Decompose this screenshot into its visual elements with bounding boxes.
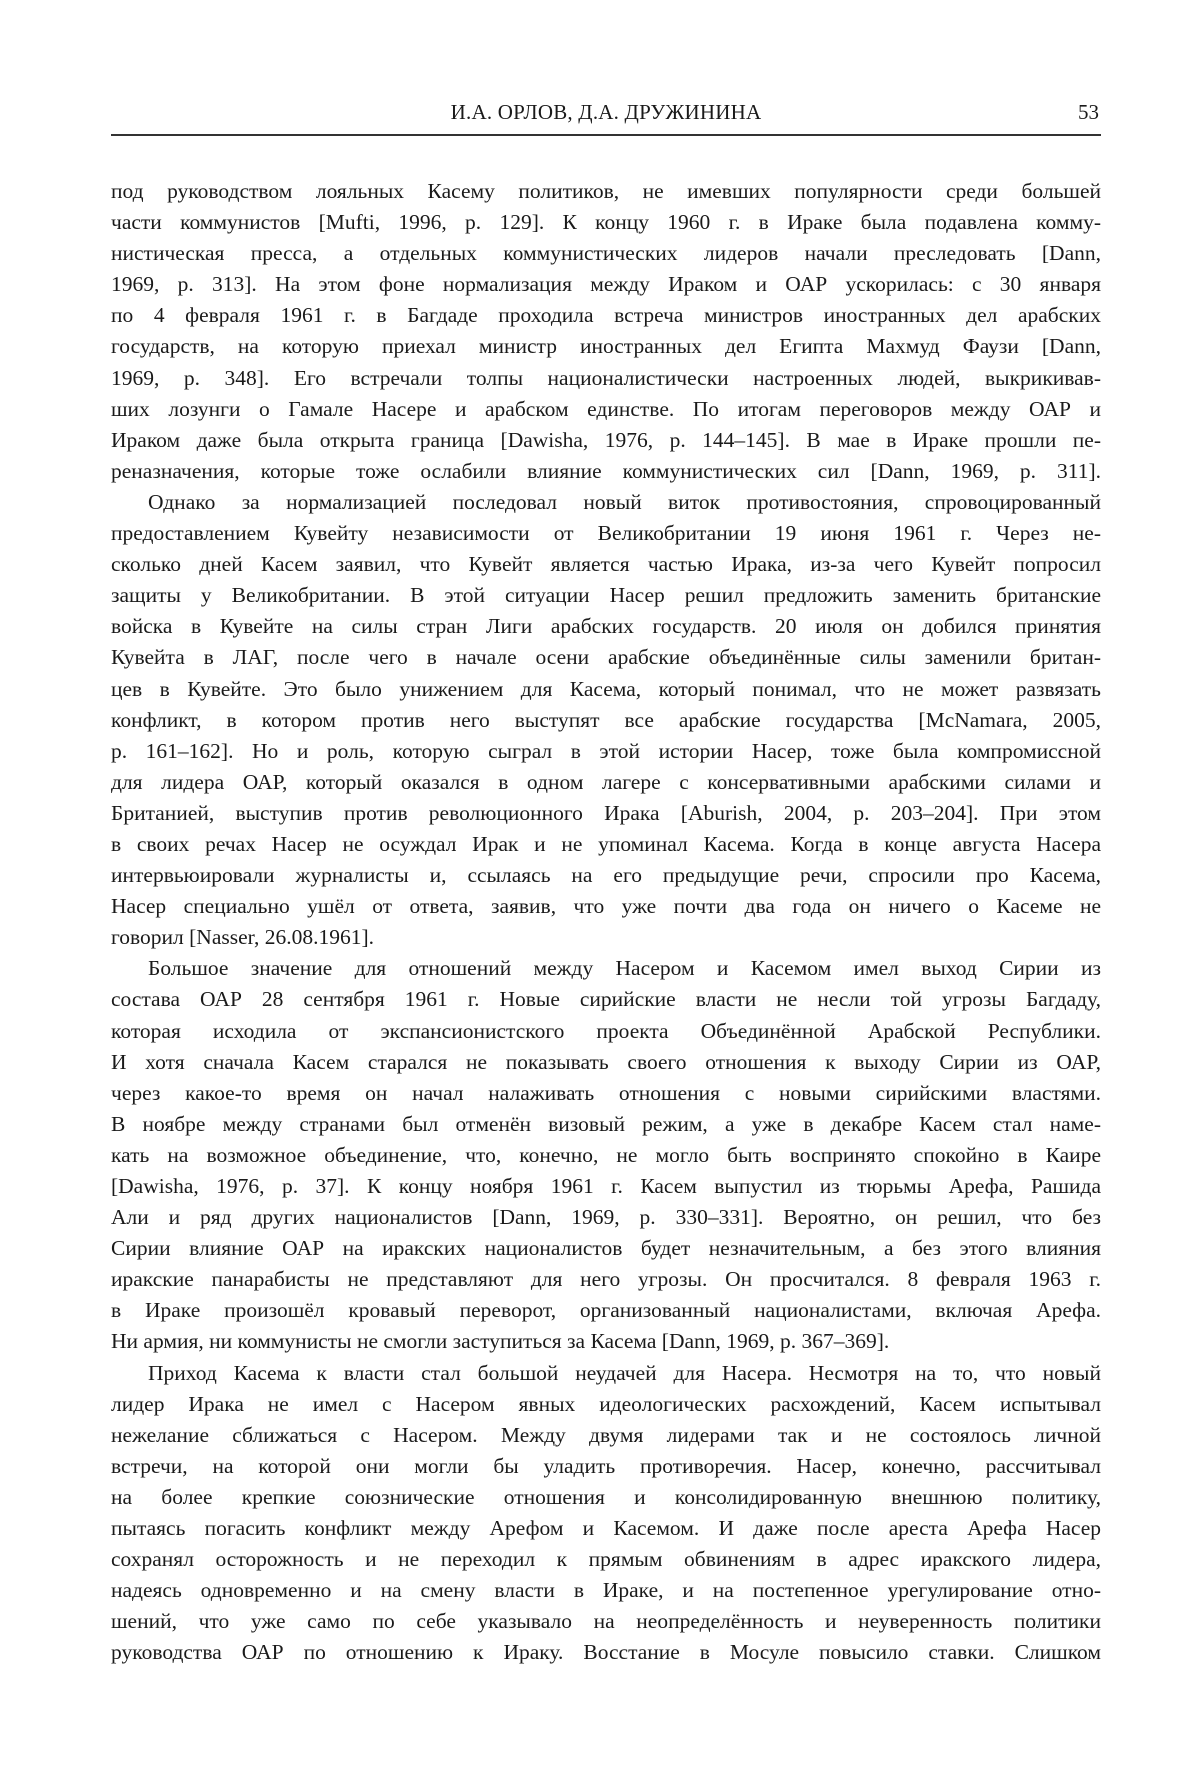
text-line: шений, что уже само по себе указывало на неопределённость и неуверенность политики [111,1606,1101,1637]
body-text [111,176,1101,1669]
text-line: в Ираке произошёл кровавый переворот, организованный националистами, включая Арефа. [111,1295,1101,1326]
text-line: части коммунистов [Mufti, 1996, p. 129]. К концу 1960 г. в Ираке была подавлена комму- [111,207,1101,238]
text-line: Сирии влияние ОАР на иракских националистов будет незначительным, а без этого влияния [111,1233,1101,1264]
text-line: Приход Касема к власти стал большой неудачей для Насера. Несмотря на то, что новый [111,1358,1101,1389]
page-number: 53 [1078,100,1099,125]
paragraph [111,487,1101,953]
text-line: в своих речах Насер не осуждал Ирак и не упоминал Касема. Когда в конце августа Насера [111,829,1101,860]
paragraph [111,176,1101,487]
text-line: Британией, выступив против революционного Ирака [Aburish, 2004, p. 203–204]. При этом [111,798,1101,829]
text-line: нежелание сближаться с Насером. Между двумя лидерами так и не состоялось личной [111,1420,1101,1451]
text-line: сколько дней Касем заявил, что Кувейт является частью Ирака, из-за чего Кувейт попросил [111,549,1101,580]
text-line: иракские панарабисты не представляют для него угрозы. Он просчитался. 8 февраля 1963 г. [111,1264,1101,1295]
text-line: Ираком даже была открыта граница [Dawisha, 1976, p. 144–145]. В мае в Ираке прошли пе- [111,425,1101,456]
text-line: И хотя сначала Касем старался не показывать своего отношения к выходу Сирии из ОАР, [111,1047,1101,1078]
running-header [111,98,1101,136]
text-line: нистическая пресса, а отдельных коммунистических лидеров начали преследовать [Dann, [111,238,1101,269]
text-line: Ни армия, ни коммунисты не смогли заступиться за Касема [Dann, 1969, p. 367–369]. [111,1326,1101,1357]
text-line: Большое значение для отношений между Насером и Касемом имел выход Сирии из [111,953,1101,984]
text-line: лидер Ирака не имел с Насером явных идеологических расхождений, Касем испытывал [111,1389,1101,1420]
text-line: [Dawisha, 1976, p. 37]. К концу ноября 1961 г. Касем выпустил из тюрьмы Арефа, Рашида [111,1171,1101,1202]
text-line: реназначения, которые тоже ослабили влияние коммунистических сил [Dann, 1969, p. 311]. [111,456,1101,487]
text-line: на более крепкие союзнические отношения и консолидированную внешнюю политику, [111,1482,1101,1513]
text-line: под руководством лояльных Касему политиков, не имевших популярности среди большей [111,176,1101,207]
text-line: встречи, на которой они могли бы уладить противоречия. Насер, конечно, рассчитывал [111,1451,1101,1482]
text-line: руководства ОАР по отношению к Ираку. Восстание в Мосуле повысило ставки. Слишком [111,1637,1101,1668]
text-line: защиты у Великобритании. В этой ситуации Насер решил предложить заменить британские [111,580,1101,611]
text-line: войска в Кувейте на силы стран Лиги арабских государств. 20 июля он добился принятия [111,611,1101,642]
text-line: ших лозунги о Гамале Насере и арабском единстве. По итогам переговоров между ОАР и [111,394,1101,425]
text-line: государств, на которую приехал министр иностранных дел Египта Махмуд Фаузи [Dann, [111,331,1101,362]
text-line: В ноябре между странами был отменён визовый режим, а уже в декабре Касем стал наме- [111,1109,1101,1140]
text-line: Кувейта в ЛАГ, после чего в начале осени арабские объединённые силы заменили британ- [111,642,1101,673]
text-line: через какое-то время он начал налаживать отношения с новыми сирийскими властями. [111,1078,1101,1109]
text-line: цев в Кувейте. Это было унижением для Касема, который понимал, что не может развязать [111,674,1101,705]
text-line: которая исходила от экспансионистского проекта Объединённой Арабской Республики. [111,1016,1101,1047]
paragraph [111,953,1101,1357]
text-line: 1969, p. 348]. Его встречали толпы националистически настроенных людей, выкрикивав- [111,363,1101,394]
text-line: 1969, p. 313]. На этом фоне нормализация между Ираком и ОАР ускорилась: с 30 января [111,269,1101,300]
text-line: конфликт, в котором против него выступят все арабские государства [McNamara, 2005, [111,705,1101,736]
text-line: пытаясь погасить конфликт между Арефом и Касемом. И даже после ареста Арефа Насер [111,1513,1101,1544]
text-line: Насер специально ушёл от ответа, заявив, что уже почти два года он ничего о Касеме не [111,891,1101,922]
text-line: говорил [Nasser, 26.08.1961]. [111,922,1101,953]
text-line: по 4 февраля 1961 г. в Багдаде проходила встреча министров иностранных дел арабских [111,300,1101,331]
text-line: надеясь одновременно и на смену власти в Ираке, и на постепенное урегулирование отно- [111,1575,1101,1606]
paragraph [111,1358,1101,1669]
running-header-authors: И.А. ОРЛОВ, Д.А. ДРУЖИНИНА [111,100,1101,125]
text-line: сохранял осторожность и не переходил к прямым обвинениям в адрес иракского лидера, [111,1544,1101,1575]
text-line: Однако за нормализацией последовал новый виток противостояния, спровоцированный [111,487,1101,518]
text-line: для лидера ОАР, который оказался в одном лагере с консервативными арабскими силами и [111,767,1101,798]
text-line: состава ОАР 28 сентября 1961 г. Новые сирийские власти не несли той угрозы Багдаду, [111,984,1101,1015]
text-line: интервьюировали журналисты и, ссылаясь на его предыдущие речи, спросили про Касема, [111,860,1101,891]
text-line: Али и ряд других националистов [Dann, 1969, p. 330–331]. Вероятно, он решил, что без [111,1202,1101,1233]
text-line: кать на возможное объединение, что, конечно, не могло быть воспринято спокойно в Каире [111,1140,1101,1171]
text-line: предоставлением Кувейту независимости от Великобритании 19 июня 1961 г. Через не- [111,518,1101,549]
text-line: p. 161–162]. Но и роль, которую сыграл в этой истории Насер, тоже была компромиссной [111,736,1101,767]
